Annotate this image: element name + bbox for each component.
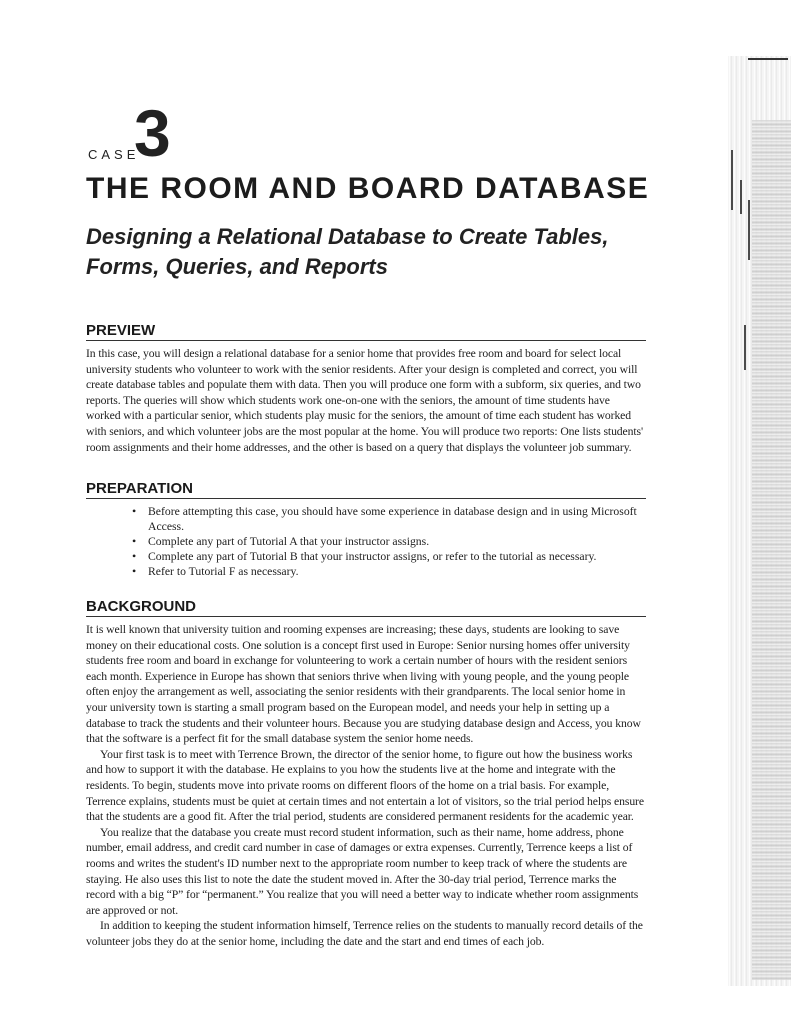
background-paragraph: It is well known that university tuition and rooming expenses are increasing; these days, students are looking to save money on their educational costs. One solution is a concept first used in Europe: Senior nursing homes offer university students free room and board in exchange for volunteering to work a certain number of hours with the resident seniors each month. Experience in Europe has shown that seniors thrive when living with young people, and the young people often enjoy the arrangement as well, associating the senior residents with their grandparents. The local senior home in your university town is starting a small program based on the European model, and needs your help in setting up a database to track the students and their volunteer hours. Because you are studying database design and Access, you know that the software is a perfect fit for the small database system the senior home needs. [86, 623, 641, 746]
scan-gutter-mark [731, 150, 733, 210]
scan-gutter-mark [748, 200, 750, 260]
scan-gutter-mark [744, 325, 746, 370]
scan-gutter-corner [748, 58, 788, 68]
background-paragraph: In addition to keeping the student information himself, Terrence relies on the students to manually record details of the volunteer jobs they do at the senior home, including the date and the start and end times of each job. [86, 919, 643, 948]
page-subtitle: Designing a Relational Database to Create Tables, Forms, Queries, and Reports [86, 224, 609, 279]
preparation-section [86, 480, 646, 579]
list-item: • Before attempting this case, you should have some experience in database design and in using Microsoft Access. [132, 504, 646, 534]
preparation-heading: PREPARATION [86, 480, 646, 499]
list-item: • Complete any part of Tutorial A that your instructor assigns. [132, 534, 646, 549]
background-heading: BACKGROUND [86, 598, 646, 617]
scan-gutter-shade [752, 120, 791, 980]
preview-section [86, 322, 646, 455]
preview-paragraph: In this case, you will design a relational database for a senior home that provides free room and board for select local university students who volunteer to work with the senior residents. After your design is completed and correct, you will create database tables and populate them with data. Then you will produce one form with a subform, six queries, and two reports. The queries will show which students work one-on-one with the seniors, the amount of time students have worked with a particular senior, which students play music for the seniors, the amount of time each student has worked with seniors, and which volunteer jobs are the most popular at the home. You will produce two reports: One lists students' room assignments and their home addresses, and the other is based on a query that displays the volunteer job summary. [86, 347, 643, 454]
list-item: • Refer to Tutorial F as necessary. [132, 564, 646, 579]
background-paragraph: You realize that the database you create must record student information, such as their name, home address, phone number, email address, and credit card number in case of damages or extra expenses. Currently, Terrence keeps a list of rooms and writes the student's ID number next to the appropriate room number to keep track of where the students are staying. He also uses this list to note the date the student moved in. After the 30-day trial period, Terrence marks the record with a big “P” for “permanent.” You realize that you will need a better way to indicate whether room assignments are approved or not. [86, 825, 639, 917]
background-paragraph: Your first task is to meet with Terrence Brown, the director of the senior home, to figure out how the business works and how to support it with the database. He explains to you how the students live at the home and integrate with the residents. To begin, students move into private rooms on different floors of the home on a trial basis. For example, Terrence explains, students must be quiet at certain times and not entertain a lot of visitors, so the trial period helps ensure that the students are a good fit. After the trial period, students are considered permanent residents for the academic year. [86, 747, 644, 824]
background-section [86, 598, 646, 949]
preparation-list [86, 504, 646, 579]
preview-heading: PREVIEW [86, 322, 646, 341]
case-number: 3 [134, 96, 171, 170]
page-title: THE ROOM AND BOARD DATABASE [86, 172, 650, 205]
case-label: CASE [88, 147, 140, 162]
scan-gutter-mark [740, 180, 742, 214]
list-item: • Complete any part of Tutorial B that your instructor assigns, or refer to the tutorial as necessary. [132, 549, 646, 564]
